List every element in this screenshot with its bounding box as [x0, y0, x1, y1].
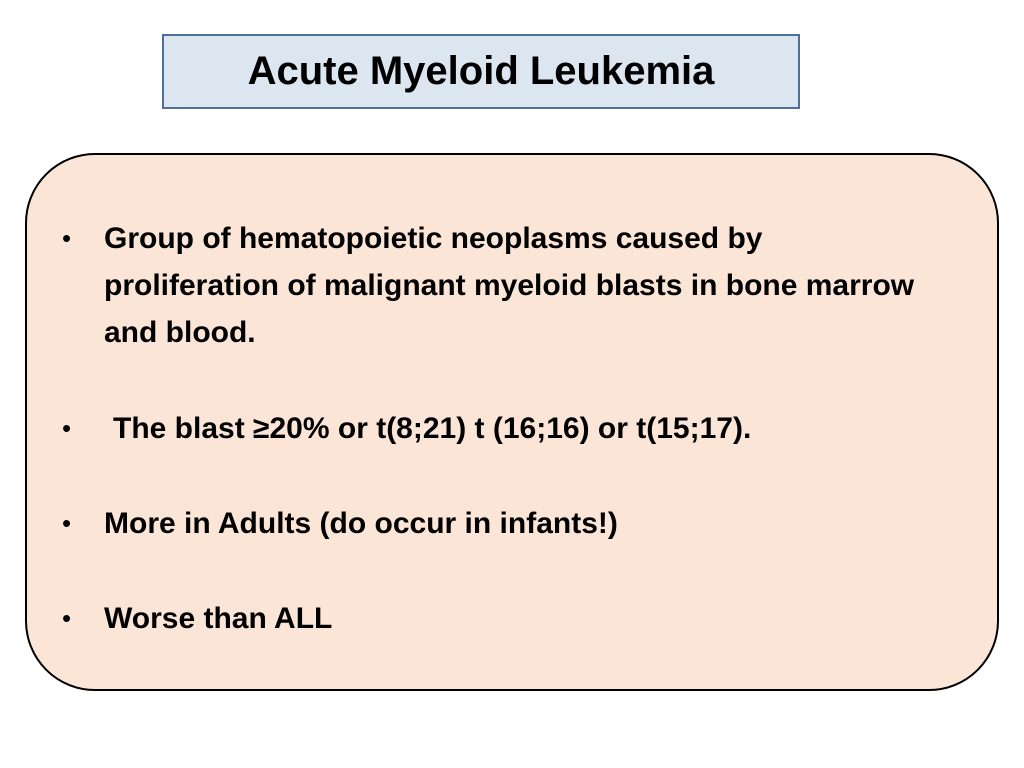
title-box [162, 34, 800, 109]
bullet-marker: • [62, 603, 72, 633]
bullet-item [62, 595, 332, 642]
bullet-item [62, 500, 618, 547]
bullet-text: Worse than ALL [104, 602, 333, 635]
bullet-text: More in Adults (do occur in infants!) [104, 507, 618, 540]
content-panel [25, 153, 999, 691]
bullet-marker: • [62, 413, 72, 443]
bullet-marker: • [62, 508, 72, 538]
bullet-text: Group of hematopoietic neoplasms caused by proliferation of malignant myeloid blasts in bone marrow and blood. [104, 222, 915, 349]
slide-title: Acute Myeloid Leukemia [247, 49, 715, 93]
bullet-item [62, 215, 944, 356]
bullet-text: The blast ≥20% or t(8;21) t (16;16) or t(15;17). [113, 412, 752, 445]
bullet-marker: • [62, 223, 72, 253]
bullet-item [62, 405, 751, 452]
